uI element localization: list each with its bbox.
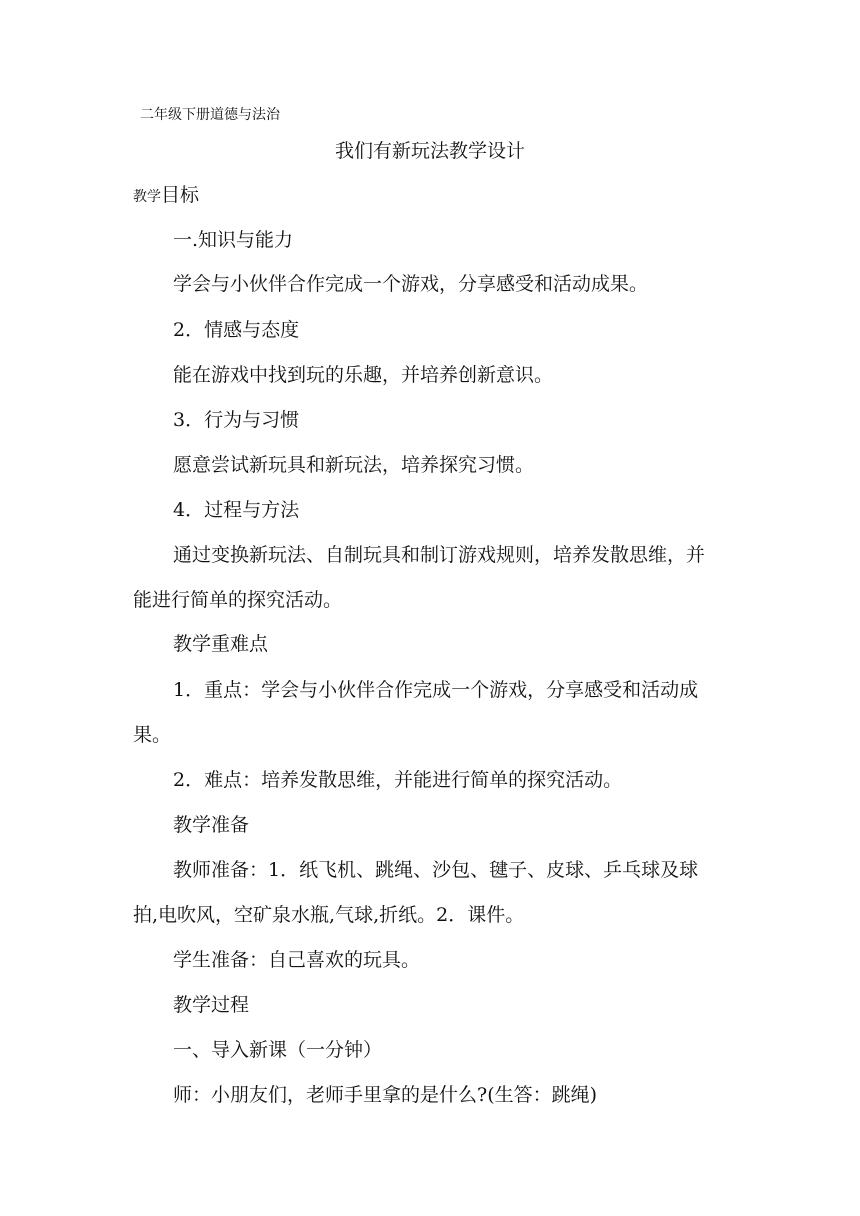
paragraph: 教师准备：1．纸飞机、跳绳、沙包、毽子、皮球、乒乓球及球 [173, 859, 699, 881]
subheading-introduction: 一、导入新课（一分钟） [173, 1039, 383, 1061]
subheading-knowledge: 一.知识与能力 [173, 229, 294, 251]
paragraph: 愿意尝试新玩具和新玩法，培养探究习惯。 [173, 454, 535, 476]
paragraph: 学会与小伙伴合作完成一个游戏，分享感受和活动成果。 [173, 273, 649, 295]
subheading-behavior: 3．行为与习惯 [173, 409, 300, 431]
grade-subject-note: 二年级下册道德与法治 [140, 107, 280, 123]
paragraph-continuation: 果。 [133, 724, 172, 746]
document-title: 我们有新玩法教学设计 [334, 140, 525, 162]
paragraph: 学生准备：自己喜欢的玩具。 [173, 949, 421, 971]
section-heading-key-points: 教学重难点 [173, 633, 269, 655]
subheading-emotion: 2．情感与态度 [173, 319, 300, 341]
paragraph: 1．重点：学会与小伙伴合作完成一个游戏，分享感受和活动成 [173, 679, 699, 701]
objectives-label: 目标 [161, 184, 200, 206]
paragraph: 能在游戏中找到玩的乐趣，并培养创新意识。 [173, 364, 554, 386]
paragraph-continuation: 能进行简单的探究活动。 [133, 589, 343, 611]
section-heading-objectives [133, 186, 199, 205]
paragraph: 师：小朋友们，老师手里拿的是什么?(生答：跳绳) [173, 1084, 598, 1106]
paragraph-continuation: 拍,电吹风，空矿泉水瓶,气球,折纸。2．课件。 [133, 904, 525, 926]
section-heading-process: 教学过程 [173, 994, 250, 1016]
subheading-process: 4．过程与方法 [173, 499, 300, 521]
paragraph: 2．难点：培养发散思维，并能进行简单的探究活动。 [173, 769, 623, 791]
objectives-prefix: 教学 [133, 189, 161, 205]
paragraph: 通过变换新玩法、自制玩具和制订游戏规则，培养发散思维，并 [173, 544, 706, 566]
section-heading-preparation: 教学准备 [173, 814, 250, 836]
